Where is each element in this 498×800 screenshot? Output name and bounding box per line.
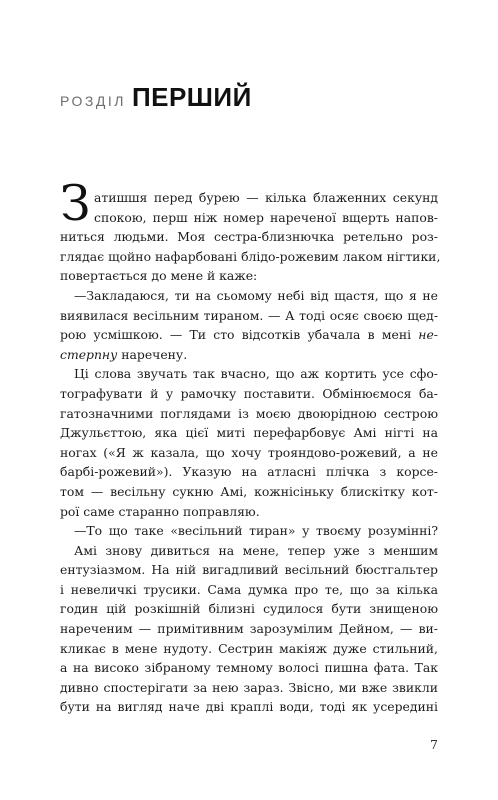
chapter-heading: [60, 82, 252, 113]
text-line: а на високо зібраному темному волосі пишна фата. Так: [60, 660, 438, 676]
text-segment: рою усмішкою. — Ти сто відсотків убачала в мені: [60, 327, 412, 343]
text-line: годин цій розкішній білизні судилося бути знищеною: [60, 601, 438, 617]
text-segment: наречену.: [117, 346, 188, 362]
page-number: 7: [430, 737, 438, 752]
text-line: кликає в мене нудоту. Сестрин макіяж дуже стильний,: [60, 640, 438, 656]
chapter-label: розділ: [60, 89, 126, 111]
text-line: Амі знову дивиться на мене, тепер уже з меншим: [74, 542, 438, 558]
text-line: Ці слова звучать так вчасно, що аж кортить усе сфо-: [74, 366, 438, 382]
text-line: дивно спостерігати за нею зараз. Звісно, ми вже звикли: [60, 679, 438, 695]
text-line: виявилася весільним тираном. — А тоді осяє своєю щед-: [60, 307, 438, 323]
chapter-number: ПЕРШИЙ: [131, 82, 252, 112]
text-line: ногах («Я ж казала, що хочу трояндово-рожевий, а не: [60, 444, 438, 460]
text-line: барбі-рожевий»). Указую на атласні плічка з корсе-: [60, 464, 438, 480]
italic-word: стерпну: [60, 346, 118, 362]
text-line: спокою, перш ніж номер нареченої вщерть напов-: [94, 209, 438, 225]
text-line: гатозначними поглядами із моєю двоюрідною сестрою: [60, 405, 438, 421]
text-line: бути на вигляд наче дві краплі води, тоді як усередині: [60, 699, 438, 715]
text-line: ентузіазмом. На ній вигадливий весільний бюстгальтер: [60, 562, 438, 578]
italic-word: не-: [418, 327, 438, 343]
text-line: [60, 345, 438, 365]
text-line: і невеличкі трусики. Сама думка про те, що за кілька: [60, 581, 438, 597]
text-line: ниться людьми. Моя сестра-близнючка ретельно роз-: [60, 229, 438, 245]
text-line: [60, 325, 438, 345]
text-line: —То що таке «весільний тиран» у твоєму розумінні?: [74, 523, 438, 539]
body-text: [60, 188, 441, 717]
text-line: нареченим — примітивним зарозумілим Дейном, — ви-: [60, 621, 438, 637]
text-line: —Закладаюся, ти на сьомому небі від щастя, що я не: [74, 287, 438, 303]
text-line: повертається до мене й каже:: [60, 268, 258, 284]
text-line: том — весільну сукню Амі, кожнісіньку блискітку кот-: [60, 483, 438, 499]
text-line: глядає щойно нафарбовані блідо-рожевим лаком нігтики,: [60, 248, 441, 264]
text-line: Джульєттою, яка цієї миті перефарбовує Амі нігті на: [60, 425, 438, 441]
text-line: тографувати й у рамочку поставити. Обмінюємося ба-: [60, 385, 438, 401]
text-line: рої саме старанно поправляю.: [60, 503, 260, 519]
text-line: атишшя перед бурею — кілька блаженних секунд: [94, 190, 438, 205]
drop-cap: З: [60, 175, 91, 232]
